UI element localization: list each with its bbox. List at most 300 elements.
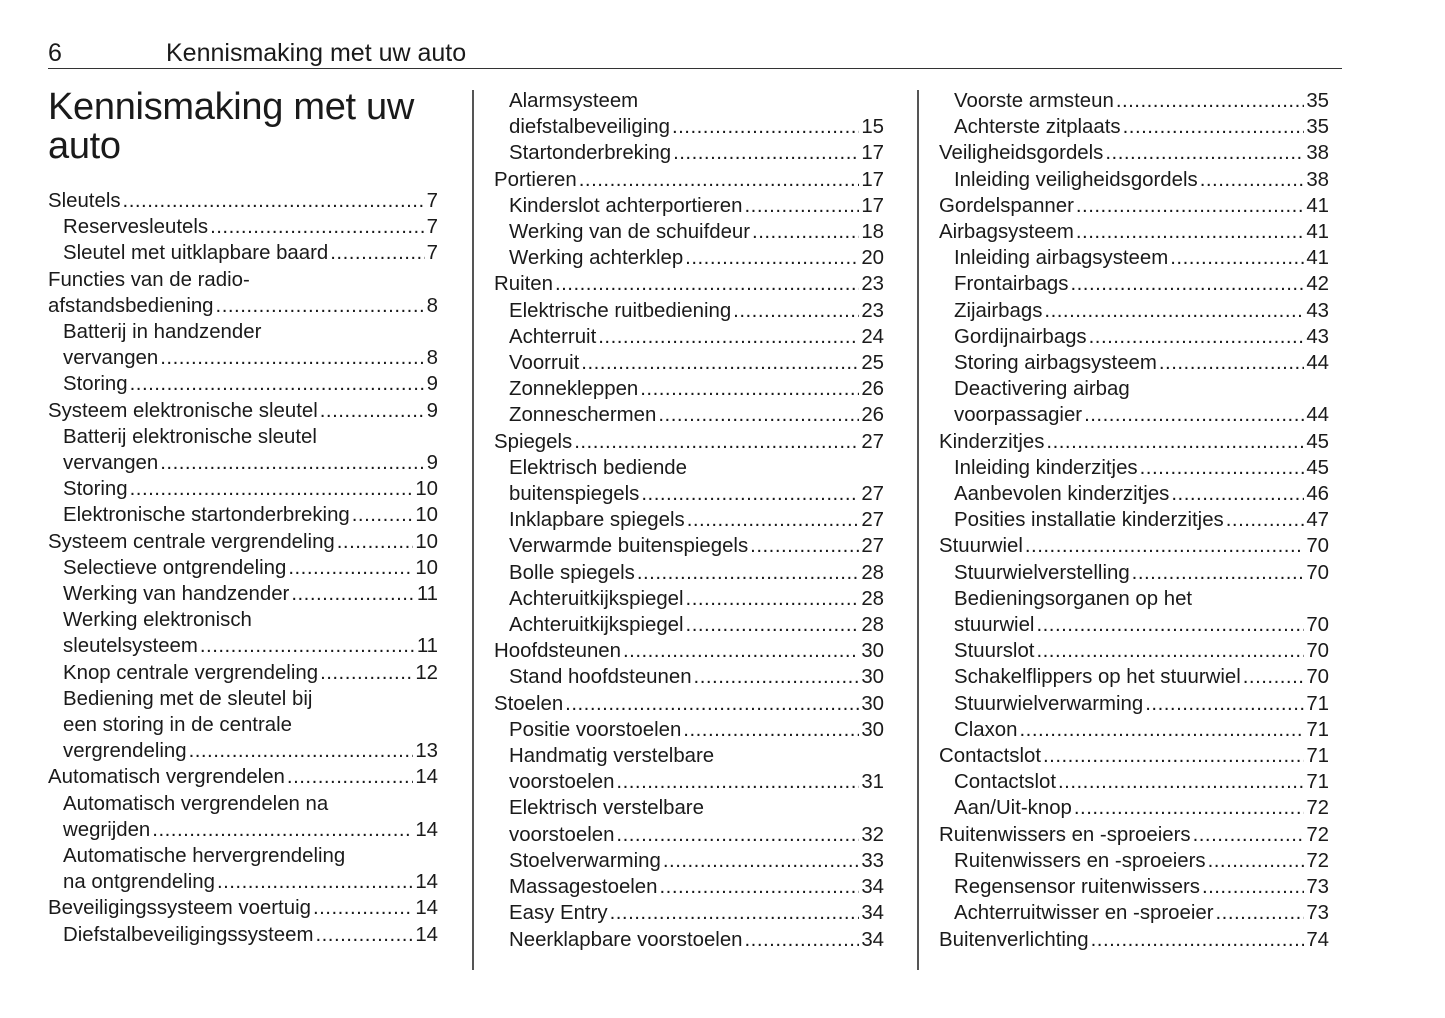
toc-entry-text: vervangen xyxy=(63,347,159,370)
dot-leader xyxy=(1226,507,1305,533)
dot-leader xyxy=(160,450,424,476)
toc-page-number: 28 xyxy=(861,561,884,584)
toc-page-number: 13 xyxy=(415,740,438,763)
toc-entry-row xyxy=(509,114,884,140)
toc-entry-row xyxy=(509,848,884,874)
toc-subentry[interactable] xyxy=(494,298,884,324)
toc-page-number: 72 xyxy=(1306,823,1329,846)
toc-entry-row xyxy=(509,822,884,848)
toc-entry-row xyxy=(63,817,438,843)
toc-page-number: 17 xyxy=(861,194,884,217)
toc-subentry[interactable] xyxy=(939,324,1329,350)
toc-entry-text: Gordijnairbags xyxy=(954,325,1087,348)
toc-entry-text: Claxon xyxy=(954,718,1018,741)
toc-entry-text: Batterij elektronische sleutel xyxy=(63,425,317,448)
toc-subentry[interactable] xyxy=(48,371,438,397)
toc-entry-text: Achteruitkijkspiegel xyxy=(509,614,684,637)
toc-entry-row xyxy=(509,769,884,795)
dot-leader xyxy=(1044,298,1304,324)
toc-subentry[interactable] xyxy=(939,455,1329,481)
toc-entry-row xyxy=(954,271,1329,297)
dot-leader xyxy=(1170,245,1304,271)
toc-entry-row xyxy=(954,114,1329,140)
toc-entry-text: Inleiding airbagsysteem xyxy=(954,247,1169,270)
toc-page-number: 71 xyxy=(1306,771,1329,794)
toc-page-number: 43 xyxy=(1306,325,1329,348)
toc-entry[interactable] xyxy=(939,743,1329,769)
toc-page-number: 9 xyxy=(426,373,438,396)
toc-entry-text: Storing xyxy=(63,478,128,501)
toc-subentry[interactable] xyxy=(48,686,438,765)
toc-page-number: 23 xyxy=(861,273,884,296)
toc-entry-text: vergrendeling xyxy=(63,740,187,763)
toc-subentry[interactable] xyxy=(939,271,1329,297)
toc-subentry[interactable] xyxy=(494,533,884,559)
toc-entry-text: Knop centrale vergrendeling xyxy=(63,661,319,684)
toc-entry-row xyxy=(954,298,1329,324)
toc-entry-row xyxy=(509,874,884,900)
dot-leader xyxy=(616,822,859,848)
toc-entry-row xyxy=(63,555,438,581)
dot-leader xyxy=(745,927,860,953)
toc-list xyxy=(48,188,438,948)
toc-subentry[interactable] xyxy=(939,769,1329,795)
toc-subentry[interactable] xyxy=(48,607,438,659)
toc-entry-text: Automatische hervergrendeling xyxy=(63,845,346,868)
toc-page-number: 73 xyxy=(1306,902,1329,925)
dot-leader xyxy=(160,345,424,371)
toc-list xyxy=(494,88,884,953)
toc-subentry[interactable] xyxy=(494,507,884,533)
toc-subentry[interactable] xyxy=(494,140,884,166)
dot-leader xyxy=(337,529,414,555)
toc-entry-row xyxy=(509,560,884,586)
toc-subentry[interactable] xyxy=(48,922,438,948)
dot-leader xyxy=(1145,691,1304,717)
toc-entry-row xyxy=(939,193,1329,219)
toc-page-number: 34 xyxy=(861,928,884,951)
toc-entry-text: Achterruitwisser en -sproeier xyxy=(954,902,1214,925)
toc-page-number: 14 xyxy=(415,766,438,789)
toc-page-number: 41 xyxy=(1306,194,1329,217)
toc-subentry[interactable] xyxy=(48,791,438,843)
toc-page-number: 34 xyxy=(861,902,884,925)
toc-entry-text: Massagestoelen xyxy=(509,876,658,899)
toc-entry-text: Gordelspanner xyxy=(939,194,1074,217)
toc-page-number: 27 xyxy=(861,430,884,453)
toc-entry-text: Easy Entry xyxy=(509,902,608,925)
toc-page-number: 14 xyxy=(415,923,438,946)
toc-subentry[interactable] xyxy=(494,376,884,402)
toc-entry-text: Frontairbags xyxy=(954,273,1069,296)
toc-entry-text: Werking elektronisch xyxy=(63,609,252,632)
toc-entry-text: Storing airbagsysteem xyxy=(954,352,1157,375)
toc-page-number: 70 xyxy=(1306,640,1329,663)
toc-entry-row xyxy=(954,612,1329,638)
toc-entry-text: Diefstalbeveiligingssysteem xyxy=(63,923,314,946)
toc-page-number: 18 xyxy=(861,221,884,244)
toc-subentry[interactable] xyxy=(48,660,438,686)
dot-leader xyxy=(123,188,425,214)
toc-page-number: 70 xyxy=(1306,614,1329,637)
toc-entry-text: Bolle spiegels xyxy=(509,561,635,584)
dot-leader xyxy=(663,848,859,874)
toc-page-number: 20 xyxy=(861,247,884,270)
toc-subentry[interactable] xyxy=(48,240,438,266)
toc-subentry[interactable] xyxy=(494,612,884,638)
toc-subentry[interactable] xyxy=(48,555,438,581)
toc-entry-text: Stoelen xyxy=(494,692,564,715)
toc-entry-row xyxy=(509,350,884,376)
toc-entry-row xyxy=(63,581,438,607)
toc-entry-text: Elektrisch verstelbare xyxy=(509,797,704,820)
dot-leader xyxy=(598,324,859,350)
toc-page-number: 43 xyxy=(1306,299,1329,322)
toc-entry-row xyxy=(954,900,1329,926)
dot-leader xyxy=(683,717,859,743)
toc-entry-text: Reservesleutels xyxy=(63,216,209,239)
toc-entry-text: Stuurwielverwarming xyxy=(954,692,1144,715)
dot-leader xyxy=(637,560,859,586)
toc-subentry[interactable] xyxy=(494,717,884,743)
toc-entry-text: Regensensor ruitenwissers xyxy=(954,876,1200,899)
toc-page-number: 17 xyxy=(861,142,884,165)
toc-entry-text: Bedieningsorganen op het xyxy=(954,587,1193,610)
toc-subentry[interactable] xyxy=(939,376,1329,428)
dot-leader xyxy=(1091,927,1305,953)
dot-leader xyxy=(1076,219,1304,245)
dot-leader xyxy=(189,738,414,764)
toc-entry[interactable] xyxy=(494,691,884,717)
toc-entry-text: Aanbevolen kinderzitjes xyxy=(954,483,1170,506)
toc-subentry[interactable] xyxy=(939,560,1329,586)
toc-subentry[interactable] xyxy=(939,350,1329,376)
toc-entry-row xyxy=(63,240,438,266)
toc-subentry[interactable] xyxy=(494,219,884,245)
toc-subentry[interactable] xyxy=(494,927,884,953)
dot-leader xyxy=(610,900,860,926)
toc-entry-text: Zijairbags xyxy=(954,299,1043,322)
toc-subentry[interactable] xyxy=(494,743,884,795)
toc-entry-text: Sleutels xyxy=(48,190,121,212)
dot-leader xyxy=(288,555,413,581)
toc-subentry[interactable] xyxy=(494,874,884,900)
dot-leader xyxy=(152,817,413,843)
dot-leader xyxy=(287,764,413,790)
toc-entry-row xyxy=(63,660,438,686)
toc-entry-text: diefstalbeveiliging xyxy=(509,116,670,139)
toc-entry-text: Airbagsysteem xyxy=(939,221,1074,244)
toc-entry-text: Werking van handzender xyxy=(63,583,290,606)
toc-page-number: 14 xyxy=(415,818,438,841)
toc-entry[interactable] xyxy=(494,167,884,193)
dot-leader xyxy=(1074,795,1304,821)
toc-subentry[interactable] xyxy=(939,664,1329,690)
dot-leader xyxy=(574,429,859,455)
toc-entry-text: Batterij in handzender xyxy=(63,321,262,344)
toc-page-number: 26 xyxy=(861,378,884,401)
toc-subentry[interactable] xyxy=(939,900,1329,926)
toc-subentry[interactable] xyxy=(494,402,884,428)
toc-page-number: 41 xyxy=(1306,221,1329,244)
toc-entry-text: Bediening met de sleutel bij xyxy=(63,687,313,710)
toc-page-number: 71 xyxy=(1306,718,1329,741)
toc-entry[interactable] xyxy=(48,764,438,790)
toc-entry-text: Stuurslot xyxy=(954,640,1035,663)
toc-subentry[interactable] xyxy=(494,88,884,140)
toc-entry[interactable] xyxy=(939,429,1329,455)
toc-entry-row xyxy=(509,927,884,953)
toc-subentry[interactable] xyxy=(48,424,438,476)
toc-subentry[interactable] xyxy=(494,193,884,219)
toc-entry-text: Achterruit xyxy=(509,325,597,348)
toc-entry-text: Functies van de radio- xyxy=(48,268,250,291)
toc-entry-row xyxy=(954,848,1329,874)
toc-subentry[interactable] xyxy=(939,298,1329,324)
dot-leader xyxy=(1243,664,1305,690)
toc-page-number: 38 xyxy=(1306,142,1329,165)
dot-leader xyxy=(1084,402,1304,428)
toc-entry-text: Ruitenwissers en -sproeiers xyxy=(939,823,1191,846)
toc-page-number: 33 xyxy=(861,849,884,872)
toc-entry-text: Startonderbreking xyxy=(509,142,672,165)
toc-subentry[interactable] xyxy=(48,319,438,371)
toc-entry-row xyxy=(509,140,884,166)
toc-page-number: 44 xyxy=(1306,404,1329,427)
toc-page-number: 26 xyxy=(861,404,884,427)
toc-page-number: 7 xyxy=(426,216,438,239)
toc-page-number: 27 xyxy=(861,535,884,558)
dot-leader xyxy=(1140,455,1305,481)
toc-page-number: 15 xyxy=(861,116,884,139)
toc-subentry[interactable] xyxy=(48,476,438,502)
toc-subentry[interactable] xyxy=(494,350,884,376)
toc-page-number: 44 xyxy=(1306,352,1329,375)
toc-subentry[interactable] xyxy=(939,245,1329,271)
toc-entry-text: Hoofdsteunen xyxy=(494,640,621,663)
toc-page-number: 70 xyxy=(1306,666,1329,689)
toc-entry-text: Spiegels xyxy=(494,430,573,453)
toc-subentry[interactable] xyxy=(48,843,438,895)
toc-entry-text: Voorruit xyxy=(509,352,580,375)
toc-entry-row xyxy=(63,869,438,895)
toc-entry-row xyxy=(954,717,1329,743)
toc-entry-text: Selectieve ontgrendeling xyxy=(63,556,287,579)
toc-entry-row xyxy=(63,450,438,476)
toc-page-number: 42 xyxy=(1306,273,1329,296)
dot-leader xyxy=(1036,612,1304,638)
toc-entry-text: Stuurwielverstelling xyxy=(954,561,1130,584)
toc-subentry[interactable] xyxy=(494,848,884,874)
toc-entry[interactable] xyxy=(494,429,884,455)
dot-leader xyxy=(1070,271,1304,297)
toc-subentry[interactable] xyxy=(939,638,1329,664)
dot-leader xyxy=(1193,822,1305,848)
toc-entry-row xyxy=(954,88,1329,114)
toc-column-1 xyxy=(48,88,438,948)
toc-entry-row xyxy=(954,664,1329,690)
toc-page-number: 14 xyxy=(415,871,438,894)
toc-subentry[interactable] xyxy=(48,214,438,240)
toc-entry-text: afstandsbediening xyxy=(48,294,214,317)
dot-leader xyxy=(581,350,859,376)
toc-entry-row xyxy=(954,795,1329,821)
toc-page-number: 9 xyxy=(426,452,438,475)
toc-page-number: 10 xyxy=(415,504,438,527)
toc-subentry[interactable] xyxy=(939,507,1329,533)
toc-entry[interactable] xyxy=(939,193,1329,219)
toc-page-number: 72 xyxy=(1306,797,1329,820)
toc-entry-text: Kinderzitjes xyxy=(939,430,1045,453)
dot-leader xyxy=(1058,769,1304,795)
toc-entry[interactable] xyxy=(939,140,1329,166)
toc-entry-row xyxy=(48,398,438,424)
toc-page-number: 8 xyxy=(426,347,438,370)
toc-page-number: 45 xyxy=(1306,430,1329,453)
toc-subentry[interactable] xyxy=(494,560,884,586)
column-divider xyxy=(917,90,919,970)
toc-entry-row xyxy=(954,455,1329,481)
toc-entry[interactable] xyxy=(48,398,438,424)
toc-entry-text: Elektrisch bediende xyxy=(509,456,687,479)
dot-leader xyxy=(1036,638,1304,664)
toc-page-number: 45 xyxy=(1306,456,1329,479)
toc-page-number: 72 xyxy=(1306,849,1329,872)
toc-entry-text: sleutelsysteem xyxy=(63,635,198,658)
toc-page-number: 7 xyxy=(426,190,438,212)
chapter-title xyxy=(48,88,438,166)
toc-subentry[interactable] xyxy=(939,88,1329,114)
toc-entry[interactable] xyxy=(48,529,438,555)
toc-subentry[interactable] xyxy=(494,795,884,847)
dot-leader xyxy=(1025,533,1304,559)
toc-entry[interactable] xyxy=(939,219,1329,245)
toc-subentry[interactable] xyxy=(939,114,1329,140)
dot-leader xyxy=(660,874,860,900)
dot-leader xyxy=(1123,114,1305,140)
toc-page-number: 10 xyxy=(415,478,438,501)
toc-subentry[interactable] xyxy=(939,481,1329,507)
toc-entry[interactable] xyxy=(48,895,438,921)
dot-leader xyxy=(291,581,415,607)
toc-entry-row xyxy=(509,298,884,324)
toc-entry-text: voorstoelen xyxy=(509,771,615,794)
toc-page-number: 73 xyxy=(1306,876,1329,899)
toc-entry-text: voorstoelen xyxy=(509,823,615,846)
toc-page-number: 12 xyxy=(415,661,438,684)
toc-subentry[interactable] xyxy=(494,664,884,690)
toc-subentry[interactable] xyxy=(494,245,884,271)
toc-entry-text: vervangen xyxy=(63,452,159,475)
toc-entry[interactable] xyxy=(494,271,884,297)
toc-subentry[interactable] xyxy=(939,874,1329,900)
toc-entry[interactable] xyxy=(494,638,884,664)
toc-entry-text: Werking achterklep xyxy=(509,247,684,270)
dot-leader xyxy=(745,193,860,219)
chapter-title-line: auto xyxy=(48,125,121,167)
toc-entry[interactable] xyxy=(939,533,1329,559)
dot-leader xyxy=(686,612,860,638)
toc-entry-row xyxy=(954,691,1329,717)
dot-leader xyxy=(694,664,860,690)
toc-entry-row xyxy=(509,324,884,350)
toc-entry[interactable] xyxy=(48,188,438,214)
dot-leader xyxy=(555,271,859,297)
toc-page-number: 30 xyxy=(861,718,884,741)
toc-entry-row xyxy=(63,633,438,659)
toc-entry-text: Zonnekleppen xyxy=(509,378,639,401)
dot-leader xyxy=(1089,324,1305,350)
toc-entry-text: Voorste armsteun xyxy=(954,90,1114,112)
toc-entry-row xyxy=(509,533,884,559)
toc-subentry[interactable] xyxy=(939,717,1329,743)
toc-page-number: 9 xyxy=(426,399,438,422)
toc-subentry[interactable] xyxy=(494,586,884,612)
toc-page-number: 28 xyxy=(861,614,884,637)
toc-page-number: 31 xyxy=(861,771,884,794)
toc-entry-row xyxy=(939,533,1329,559)
toc-entry-row xyxy=(939,140,1329,166)
dot-leader xyxy=(1159,350,1304,376)
toc-entry-row xyxy=(63,371,438,397)
toc-page-number: 32 xyxy=(861,823,884,846)
toc-entry-text: Sleutel met uitklapbare baard xyxy=(63,242,329,265)
toc-entry-text: Stoelverwarming xyxy=(509,849,661,872)
toc-entry-text: Inleiding veiligheidsgordels xyxy=(954,168,1198,191)
toc-subentry[interactable] xyxy=(494,455,884,507)
toc-entry-text: Kinderslot achterportieren xyxy=(509,194,743,217)
toc-subentry[interactable] xyxy=(939,848,1329,874)
toc-entry-row xyxy=(63,922,438,948)
toc-page-number: 34 xyxy=(861,876,884,899)
toc-entry-text: Portieren xyxy=(494,168,577,191)
toc-entry[interactable] xyxy=(939,927,1329,953)
toc-page-number: 17 xyxy=(861,168,884,191)
dot-leader xyxy=(1043,743,1304,769)
toc-subentry[interactable] xyxy=(494,324,884,350)
toc-entry-row xyxy=(48,895,438,921)
toc-page-number: 71 xyxy=(1306,692,1329,715)
toc-entry-row xyxy=(954,874,1329,900)
toc-entry-text: buitenspiegels xyxy=(509,483,640,506)
toc-subentry[interactable] xyxy=(48,581,438,607)
toc-subentry[interactable] xyxy=(939,167,1329,193)
toc-entry-row xyxy=(494,429,884,455)
toc-entry[interactable] xyxy=(48,267,438,319)
toc-subentry[interactable] xyxy=(494,900,884,926)
toc-subentry[interactable] xyxy=(939,691,1329,717)
toc-entry-text: Werking van de schuifdeur xyxy=(509,221,751,244)
toc-entry-row xyxy=(63,738,438,764)
toc-entry-text: Posities installatie kinderzitjes xyxy=(954,509,1224,532)
dot-leader xyxy=(320,660,413,686)
running-title: Kennismaking met uw auto xyxy=(166,39,467,67)
dot-leader xyxy=(565,691,859,717)
toc-entry-text: Elektrische ruitbediening xyxy=(509,299,732,322)
dot-leader xyxy=(579,167,860,193)
dot-leader xyxy=(315,922,413,948)
toc-entry-row xyxy=(494,638,884,664)
toc-subentry[interactable] xyxy=(939,795,1329,821)
toc-entry-row xyxy=(954,350,1329,376)
toc-subentry[interactable] xyxy=(939,586,1329,638)
dot-leader xyxy=(750,533,859,559)
toc-subentry[interactable] xyxy=(48,502,438,528)
toc-page-number: 35 xyxy=(1306,116,1329,139)
toc-page-number: 30 xyxy=(861,692,884,715)
toc-page-number: 8 xyxy=(426,294,438,317)
toc-entry[interactable] xyxy=(939,822,1329,848)
